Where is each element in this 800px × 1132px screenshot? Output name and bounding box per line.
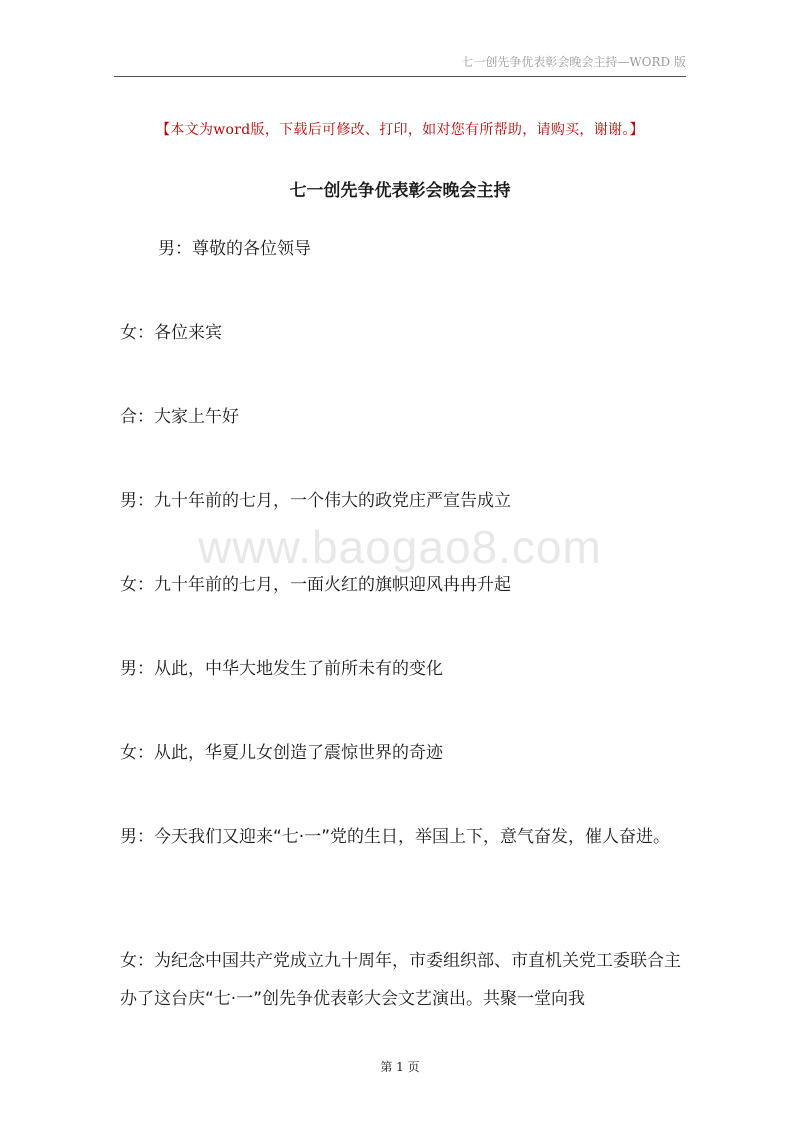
watermark: www.baogao8.com [198, 521, 602, 573]
page-number: 第 1 页 [380, 1060, 420, 1074]
notice-open-bracket: 【 [156, 122, 171, 138]
paragraph-6: 男：从此，中华大地发生了前所未有的变化 [120, 659, 443, 679]
purchase-notice [0, 119, 800, 139]
paragraph-8: 男：今天我们又迎来“七·一”党的生日，举国上下，意气奋发，催人奋进。 [120, 827, 671, 847]
document-title: 七一创先争优表彰会晚会主持 [289, 181, 511, 201]
paragraph-4: 男：九十年前的七月，一个伟大的政党庄严宣告成立 [120, 491, 511, 511]
paragraph-9: 女：为纪念中国共产党成立九十周年，市委组织部、市直机关党工委联合主办了这台庆“七·一”创先争优表彰大会文艺演出。共聚一堂向我 [120, 951, 681, 1009]
paragraph-2: 女：各位来宾 [120, 323, 222, 343]
notice-close-bracket: 】 [629, 122, 644, 138]
paragraph-1: 男：尊敬的各位领导 [158, 239, 311, 259]
notice-text: 本文为word版，下载后可修改、打印，如对您有所帮助，请购买，谢谢。 [170, 122, 630, 138]
paragraph-7: 女：从此，华夏儿女创造了震惊世界的奇迹 [120, 743, 443, 763]
running-header: 七一创先争优表彰会晚会主持—WORD 版 [114, 52, 686, 77]
paragraph-5: 女：九十年前的七月，一面火红的旗帜迎风冉冉升起 [120, 575, 511, 595]
paragraph-3: 合：大家上午好 [120, 407, 239, 427]
